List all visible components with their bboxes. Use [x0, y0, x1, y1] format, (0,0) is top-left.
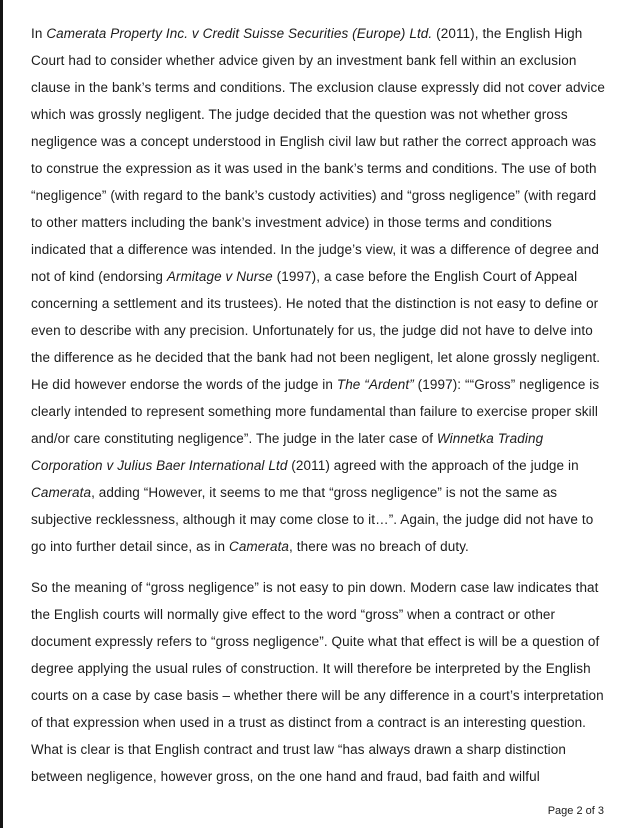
case-name-italic: Camerata [31, 485, 92, 500]
text-run: In [31, 26, 47, 41]
case-name-italic: Armitage v Nurse [166, 269, 273, 284]
paragraph-meaning-summary [31, 574, 606, 790]
page-number: Page 2 of 3 [547, 805, 604, 817]
case-name-italic: Camerata [228, 539, 290, 554]
text-run: (1997), a case before the English Court of Appeal concerning a settlement and its trustees). He noted that the distinction is not easy to define or even to describe with any precision. Unfortunately for us, the judge did not have to delve into the difference as he decided that the bank had not been negligent, let alone grossly negligent. He did however endorse the words of the judge in [31, 269, 601, 392]
document-body [3, 0, 640, 790]
case-name-italic: The “Ardent” [336, 377, 414, 392]
case-name-italic: Camerata Property Inc. v Credit Suisse Securities (Europe) Ltd. [46, 26, 433, 41]
case-name-italic: Winnetka Trading Corporation v Julius Baer International Ltd [31, 431, 544, 473]
text-run: (1997): ““Gross” negligence is clearly intended to represent something more fundamental than failure to exercise proper skill and/or care constituting negligence”. The judge in the later case of [31, 377, 600, 446]
paragraph-gross-negligence-cases [31, 20, 606, 560]
text-run: (2011) agreed with the approach of the judge in [287, 458, 579, 473]
text-run: , there was no breach of duty. [289, 539, 469, 554]
text-run: So the meaning of “gross negligence” is not easy to pin down. Modern case law indicates that the English courts will normally give effect to the word “gross” when a contract or other document expressly refers to “gross negligence”. Quite what that effect is will be a question of degree applying the usual rules of construction. It will therefore be interpreted by the English courts on a case by case basis – whether there will be any difference in a court’s interpretation of that expression when used in a trust as distinct from a contract is an interesting question. What is clear is that English contract and trust law “has always drawn a sharp distinction between negligence, however gross, on the one hand and fraud, bad faith and wilful [31, 580, 604, 784]
text-run: (2011), the English High Court had to consider whether advice given by an investment bank fell within an exclusion clause in the bank’s terms and conditions. The exclusion clause expressly did not cover advice which was grossly negligent. The judge decided that the question was not whether gross negligence was a concept understood in English civil law but rather the correct approach was to construe the expression as it was used in the bank’s terms and conditions. The use of both “negligence” (with regard to the bank’s custody activities) and “gross negligence” (with regard to other matters including the bank’s investment advice) in those terms and conditions indicated that a difference was intended. In the judge’s view, it was a difference of degree and not of kind (endorsing [31, 26, 605, 284]
text-run: , adding “However, it seems to me that “gross negligence” is not the same as subjective recklessness, although it may come close to it…”. Again, the judge did not have to go into further detail since, as in [31, 485, 594, 554]
